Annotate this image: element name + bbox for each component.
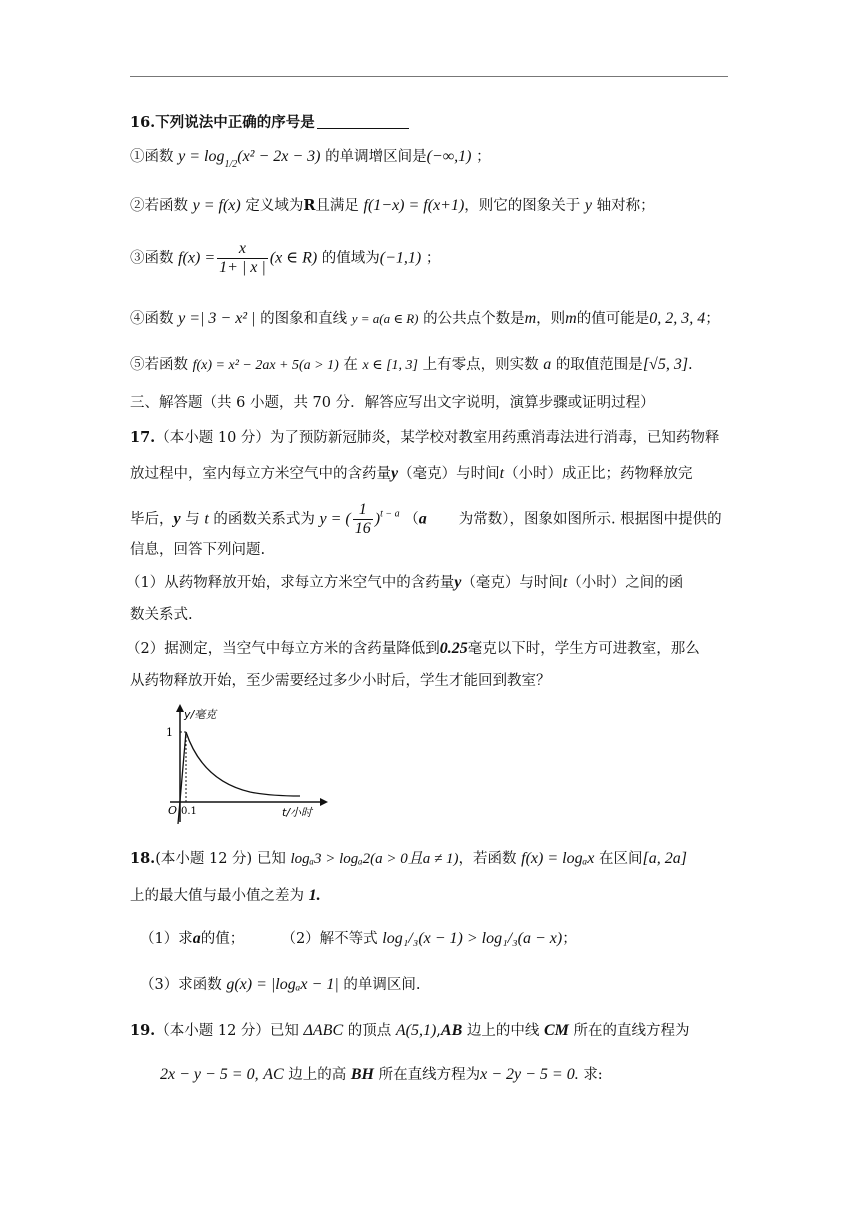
x-tick-0-1: 0.1 (181, 806, 197, 817)
q19-l1-e: 所在的直线方程为 (573, 1023, 690, 1039)
item4-prefix: ④函数 (130, 311, 174, 327)
item5-end: . (688, 357, 693, 373)
q19-ab: AB (440, 1022, 463, 1039)
q17-l3-a: 毕后， (130, 511, 174, 528)
q16-title-text: 16.下列说法中正确的序号是 (130, 114, 315, 131)
item4-end: ； (705, 311, 720, 327)
q17-number: 17. (130, 429, 156, 446)
item4-mid1: 的图象和直线 (260, 311, 348, 327)
q18-p2-ineq: log₁/₃(x − 1) > log₁/₃(a − x) (382, 930, 563, 947)
q19-l2-a: 边上的高 (288, 1067, 347, 1083)
q17-part-1-line-2: 数关系式. (130, 607, 193, 623)
q17-frac-den: 16 (354, 520, 371, 537)
item3-den: 1+ | x | (219, 259, 266, 276)
q19-l1-c: , (436, 1023, 441, 1039)
q18-l1-c: 在区间 (598, 851, 643, 867)
item5-func: f(x) = x² − 2ax + 5(a > 1) (192, 358, 339, 373)
q18-line-1 (130, 848, 687, 870)
q17-l2-b: （毫克）与时间 (398, 466, 500, 482)
q17-l2-y: y (391, 465, 399, 482)
item2-R: R (303, 197, 316, 214)
q17-graph (160, 704, 330, 828)
q19-l2-b: 所在直线方程为 (378, 1067, 481, 1083)
q17-p1-b: （毫克）与时间 (461, 575, 563, 591)
q17-p2-b: 毫克以下时，学生方可进教室，那么 (467, 641, 700, 657)
q19-eq-bh: x − 2y − 5 = 0. (480, 1066, 579, 1083)
q17-p1-y: y (454, 574, 462, 591)
x-axis-arrow (320, 798, 328, 806)
q18-line-2 (130, 885, 321, 907)
item3-cond: (x ∈ R) (269, 249, 318, 267)
q17-p1-c: （小时）之间的函 (567, 575, 684, 591)
item4-m2: m (565, 310, 577, 327)
item5-dom: x ∈ [1, 3] (362, 358, 418, 373)
item3-suffix: 的值域为 (321, 250, 380, 267)
item4-mid4: 的值可能是 (576, 311, 650, 327)
q17-p2-a: （2）据测定，当空气中每立方米的含药量降低到 (126, 641, 440, 657)
q18-p1-b: 的值； (200, 931, 245, 947)
item3-fraction (217, 240, 268, 277)
q17-line-2 (130, 463, 693, 485)
q17-p1-a: （1）从药物释放开始，求每立方米空气中的含药量 (126, 575, 455, 591)
q18-number: 18. (130, 850, 156, 867)
q17-l2-c: （小时）成正比；药物释放完 (504, 466, 693, 482)
q17-line-3: 毕后，y 与 t 的函数关系式为 y = ( $\frac{1}{16}$ )$^{t - a}$ （a 为常数），图象如图所示. 根据图中提供的 (130, 501, 722, 537)
q17-fraction (353, 501, 373, 538)
q18-parts-1-2 (140, 928, 577, 950)
header-rule (130, 76, 728, 77)
item2-mid1: 定义域为 (245, 198, 304, 214)
q17-l3-t: t (204, 510, 209, 528)
q17-line-4: 信息，回答下列问题. (130, 542, 266, 558)
q17-exponent: t − a (380, 508, 400, 520)
item3-num: x (217, 240, 268, 259)
q18-part-3 (140, 974, 420, 996)
q18-p3-func: g(x) = |logₐx − 1| (226, 976, 339, 993)
answer-blank (317, 114, 409, 129)
q19-point-a: A(5,1) (395, 1022, 437, 1039)
q17-l2-a: 放过程中，室内每立方米空气中的含药量 (130, 466, 391, 482)
item1-arg: (x² − 2x − 3) (237, 148, 321, 165)
q16-item-5 (130, 354, 693, 377)
q18-l2-a: 上的最大值与最小值之差为 (130, 888, 304, 904)
item2-prefix: ②若函数 (130, 198, 188, 214)
q19-l1-b: 的顶点 (347, 1023, 392, 1039)
q18-l1-ineq: logₐ3 > logₐ2(a > 0且a ≠ 1) (290, 851, 459, 867)
q19-l1-a: （本小题 12 分）已知 (155, 1023, 299, 1039)
q17-p1-t: t (562, 574, 568, 591)
q17-line-1 (130, 427, 719, 449)
q19-triangle: ΔABC (303, 1022, 344, 1039)
q17-frac-num: 1 (353, 501, 373, 520)
item4-func: y =| 3 − x² | (178, 310, 256, 327)
q17-part-2-line-1 (126, 638, 700, 660)
q16-item-4 (130, 308, 720, 330)
item3-end: ； (425, 250, 441, 267)
q16-item-3 (130, 240, 440, 277)
q18-p2-end: ； (562, 931, 577, 947)
q17-l3-y: y (173, 510, 181, 528)
item1-interval: (−∞,1) (426, 148, 472, 165)
q17-p2-val: 0.25 (439, 640, 468, 657)
item4-line: y = a(a ∈ R) (351, 311, 419, 326)
q17-part-2-line-2: 从药物释放开始，至少需要经过多少小时后，学生才能回到教室？ (130, 673, 551, 689)
q19-ac: AC (263, 1066, 284, 1083)
item1-end: ； (476, 149, 491, 165)
q16-title (130, 112, 409, 134)
item5-mid3: 的取值范围是 (555, 357, 643, 373)
x-axis-label: t/小时 (282, 806, 313, 819)
q19-l2-c: 求: (583, 1067, 603, 1083)
section-3-heading: 三、解答题（共 6 小题，共 70 分．解答应写出文字说明，演算步骤或证明过程） (130, 395, 655, 411)
q17-l3-c: 的函数关系式为 (213, 511, 315, 528)
item5-a: a (543, 356, 552, 373)
item1-base: 1/2 (224, 159, 238, 170)
q18-p2-a: （2）解不等式 (281, 931, 378, 947)
q17-part-1-line-1 (126, 572, 683, 594)
q17-l1-text: （本小题 10 分）为了预防新冠肺炎，某学校对教室用药熏消毒法进行消毒，已知药物释 (155, 430, 720, 446)
item2-eq: f(1−x) = f(x+1) (363, 197, 465, 214)
q19-number: 19. (130, 1022, 156, 1039)
q18-l1-b: ，若函数 (458, 851, 517, 867)
y-tick-1: 1 (166, 726, 173, 739)
origin-label: O (168, 804, 178, 817)
decay-curve (186, 732, 300, 796)
q18-p3-b: 的单调区间. (343, 977, 421, 993)
q19-line-2 (160, 1064, 603, 1086)
item1-func: y = log (178, 148, 225, 165)
q17-l3-b: 与 (185, 511, 200, 528)
item3-range: (−1,1) (379, 249, 422, 267)
q18-l1-int: [a, 2a] (642, 850, 687, 867)
item5-prefix: ⑤若函数 (130, 357, 188, 373)
q18-l2-val: 1. (308, 887, 321, 904)
q18-p1-a: （1）求 (140, 931, 193, 947)
item2-suffix: ，则它的图象关于 (464, 198, 581, 214)
q19-cm: CM (543, 1022, 569, 1039)
item1-prefix: ①函数 (130, 149, 174, 165)
item2-mid2: 且满足 (315, 198, 359, 214)
q19-line-1 (130, 1020, 689, 1042)
q18-l1-a: (本小题 12 分) 已知 (155, 851, 286, 867)
q19-eq-cm: 2x − y − 5 = 0, (160, 1066, 259, 1083)
item4-vals: 0, 2, 3, 4 (649, 310, 706, 327)
q17-l2-t: t (499, 465, 505, 482)
item3-lhs: f(x) = (178, 249, 216, 267)
item2-y: y (584, 197, 593, 214)
q17-l3-e: 为常数），图象如图所示. 根据图中提供的 (458, 511, 722, 528)
item4-mid2: 的公共点个数是 (423, 311, 525, 327)
item3-prefix: ③函数 (130, 250, 174, 267)
item2-func: y = f(x) (192, 197, 241, 214)
item4-m1: m (524, 310, 537, 327)
q18-l1-func: f(x) = logₐx (521, 850, 595, 867)
item4-mid3: ，则 (536, 311, 566, 327)
q19-l1-d: 边上的中线 (466, 1023, 540, 1039)
q16-item-2 (130, 195, 655, 217)
q18-p1-var: a (192, 930, 201, 947)
item2-end: 轴对称； (596, 198, 655, 214)
q17-func-lhs: y = ( (319, 510, 351, 528)
q19-bh: BH (350, 1066, 374, 1083)
q17-l3-a-var: a (418, 510, 427, 528)
q18-p3-a: （3）求函数 (140, 977, 222, 993)
item5-mid1: 在 (343, 357, 358, 373)
y-axis-label: y/毫克 (184, 708, 217, 721)
y-axis-arrow (176, 704, 184, 712)
q17-l3-d: （ (404, 511, 419, 528)
item5-range: [√5, 3] (642, 356, 689, 373)
item5-mid2: 上有零点，则实数 (422, 357, 539, 373)
item1-suffix: 的单调增区间是 (325, 149, 427, 165)
q16-item-1 (130, 146, 491, 176)
